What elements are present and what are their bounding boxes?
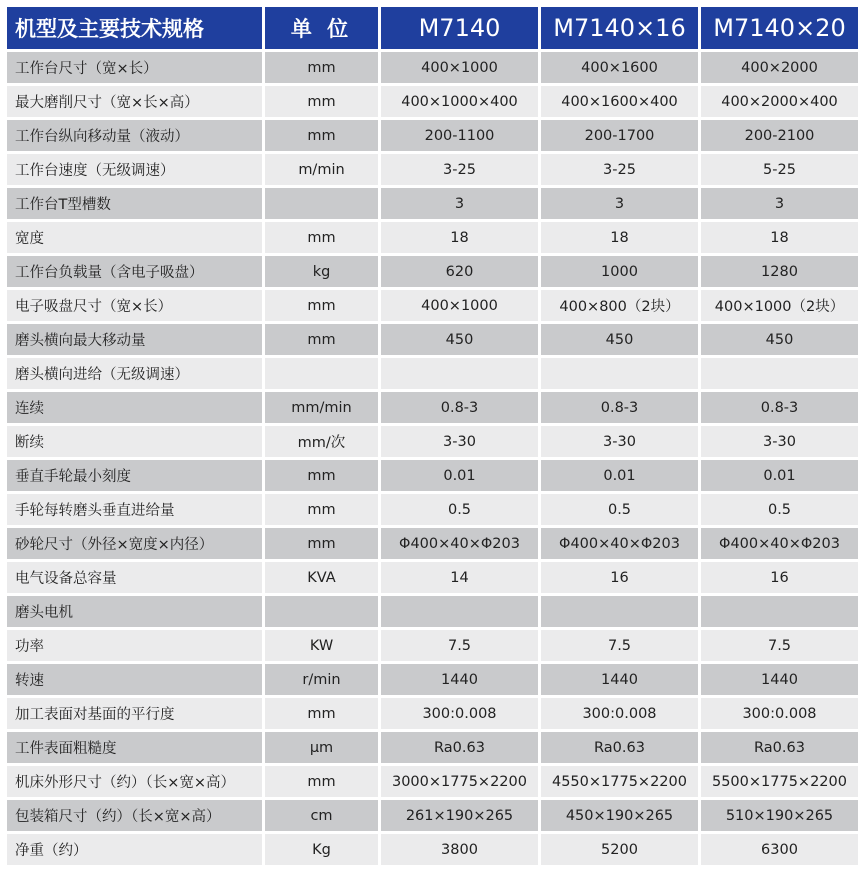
spec-value-m7140: 400×1000 bbox=[381, 52, 538, 83]
spec-unit-cell: mm bbox=[265, 86, 378, 117]
table-row bbox=[7, 732, 858, 763]
spec-name-cell: 机床外形尺寸（约）（长×宽×高） bbox=[7, 766, 262, 797]
spec-value-m7140x20: 5-25 bbox=[701, 154, 858, 185]
spec-unit-cell: mm bbox=[265, 290, 378, 321]
spec-value-m7140x16: 0.8-3 bbox=[541, 392, 698, 423]
spec-unit-cell bbox=[265, 358, 378, 389]
spec-name-cell: 工作台尺寸（宽×长） bbox=[7, 52, 262, 83]
spec-name-cell: 断续 bbox=[7, 426, 262, 457]
table-row bbox=[7, 52, 858, 83]
spec-name-cell: 净重（约） bbox=[7, 834, 262, 865]
spec-value-m7140: 14 bbox=[381, 562, 538, 593]
spec-value-m7140x16: 450 bbox=[541, 324, 698, 355]
spec-value-m7140x16: 7.5 bbox=[541, 630, 698, 661]
spec-value-m7140x20 bbox=[701, 358, 858, 389]
spec-value-m7140: 300:0.008 bbox=[381, 698, 538, 729]
spec-value-m7140: 0.01 bbox=[381, 460, 538, 491]
spec-value-m7140x20: 7.5 bbox=[701, 630, 858, 661]
spec-name-cell: 包装箱尺寸（约）（长×宽×高） bbox=[7, 800, 262, 831]
table-row bbox=[7, 630, 858, 661]
spec-value-m7140x16: 16 bbox=[541, 562, 698, 593]
spec-name-cell: 手轮每转磨头垂直进给量 bbox=[7, 494, 262, 525]
spec-value-m7140x20: 400×2000 bbox=[701, 52, 858, 83]
spec-name-cell: 宽度 bbox=[7, 222, 262, 253]
spec-value-m7140: 3000×1775×2200 bbox=[381, 766, 538, 797]
table-row bbox=[7, 698, 858, 729]
spec-value-m7140x16: Φ400×40×Φ203 bbox=[541, 528, 698, 559]
header-unit: 单 位 bbox=[265, 7, 378, 49]
spec-unit-cell: mm/次 bbox=[265, 426, 378, 457]
spec-unit-cell: mm bbox=[265, 766, 378, 797]
spec-value-m7140: 3-30 bbox=[381, 426, 538, 457]
spec-value-m7140x20: 510×190×265 bbox=[701, 800, 858, 831]
table-row bbox=[7, 460, 858, 491]
header-row bbox=[7, 7, 858, 49]
spec-value-m7140x16: 0.5 bbox=[541, 494, 698, 525]
table-row bbox=[7, 120, 858, 151]
table-row bbox=[7, 392, 858, 423]
spec-unit-cell: KVA bbox=[265, 562, 378, 593]
spec-value-m7140x20: 0.5 bbox=[701, 494, 858, 525]
spec-name-cell: 工作台负载量（含电子吸盘） bbox=[7, 256, 262, 287]
spec-value-m7140x16: 3 bbox=[541, 188, 698, 219]
table-row bbox=[7, 528, 858, 559]
spec-value-m7140x16 bbox=[541, 596, 698, 627]
spec-name-cell: 电气设备总容量 bbox=[7, 562, 262, 593]
spec-value-m7140x20: 5500×1775×2200 bbox=[701, 766, 858, 797]
spec-value-m7140: 7.5 bbox=[381, 630, 538, 661]
spec-value-m7140: 0.5 bbox=[381, 494, 538, 525]
spec-value-m7140: 3 bbox=[381, 188, 538, 219]
spec-value-m7140x20: 300:0.008 bbox=[701, 698, 858, 729]
spec-value-m7140: 200-1100 bbox=[381, 120, 538, 151]
table-row bbox=[7, 358, 858, 389]
spec-value-m7140x16 bbox=[541, 358, 698, 389]
spec-name-cell: 垂直手轮最小刻度 bbox=[7, 460, 262, 491]
spec-unit-cell: mm bbox=[265, 324, 378, 355]
spec-value-m7140 bbox=[381, 596, 538, 627]
table-row bbox=[7, 834, 858, 865]
spec-unit-cell: mm bbox=[265, 698, 378, 729]
spec-value-m7140x20 bbox=[701, 596, 858, 627]
spec-unit-cell: KW bbox=[265, 630, 378, 661]
table-row bbox=[7, 324, 858, 355]
spec-value-m7140x16: 1000 bbox=[541, 256, 698, 287]
spec-value-m7140x16: 3-30 bbox=[541, 426, 698, 457]
spec-value-m7140x20: Ra0.63 bbox=[701, 732, 858, 763]
spec-value-m7140x16: 300:0.008 bbox=[541, 698, 698, 729]
spec-value-m7140x20: 3 bbox=[701, 188, 858, 219]
table-row bbox=[7, 664, 858, 695]
table-row bbox=[7, 290, 858, 321]
spec-value-m7140x16: 400×1600 bbox=[541, 52, 698, 83]
spec-body bbox=[7, 52, 858, 865]
spec-value-m7140x16: 450×190×265 bbox=[541, 800, 698, 831]
spec-value-m7140x16: 400×800（2块） bbox=[541, 290, 698, 321]
spec-unit-cell: mm bbox=[265, 52, 378, 83]
spec-value-m7140x16: 0.01 bbox=[541, 460, 698, 491]
spec-unit-cell bbox=[265, 596, 378, 627]
spec-unit-cell: mm/min bbox=[265, 392, 378, 423]
spec-unit-cell: mm bbox=[265, 460, 378, 491]
spec-unit-cell: μm bbox=[265, 732, 378, 763]
spec-value-m7140x20: 400×1000（2块） bbox=[701, 290, 858, 321]
table-row bbox=[7, 562, 858, 593]
spec-name-cell: 工件表面粗糙度 bbox=[7, 732, 262, 763]
table-row bbox=[7, 494, 858, 525]
spec-value-m7140x16: 3-25 bbox=[541, 154, 698, 185]
table-row bbox=[7, 426, 858, 457]
spec-value-m7140x16: 400×1600×400 bbox=[541, 86, 698, 117]
spec-value-m7140x20: 400×2000×400 bbox=[701, 86, 858, 117]
spec-value-m7140: 400×1000 bbox=[381, 290, 538, 321]
spec-name-cell: 转速 bbox=[7, 664, 262, 695]
spec-unit-cell: mm bbox=[265, 528, 378, 559]
spec-unit-cell: cm bbox=[265, 800, 378, 831]
spec-value-m7140: 450 bbox=[381, 324, 538, 355]
header-model-m7140x20: M7140×20 bbox=[701, 7, 858, 49]
spec-value-m7140x16: 18 bbox=[541, 222, 698, 253]
spec-name-cell: 加工表面对基面的平行度 bbox=[7, 698, 262, 729]
table-row bbox=[7, 256, 858, 287]
spec-unit-cell: mm bbox=[265, 222, 378, 253]
spec-value-m7140x20: 6300 bbox=[701, 834, 858, 865]
spec-name-cell: 最大磨削尺寸（宽×长×高） bbox=[7, 86, 262, 117]
spec-name-cell: 工作台T型槽数 bbox=[7, 188, 262, 219]
spec-name-cell: 磨头电机 bbox=[7, 596, 262, 627]
spec-table bbox=[4, 4, 861, 868]
spec-value-m7140: 0.8-3 bbox=[381, 392, 538, 423]
spec-value-m7140: 400×1000×400 bbox=[381, 86, 538, 117]
table-row bbox=[7, 596, 858, 627]
spec-value-m7140x16: 4550×1775×2200 bbox=[541, 766, 698, 797]
spec-value-m7140x20: 1440 bbox=[701, 664, 858, 695]
spec-name-cell: 连续 bbox=[7, 392, 262, 423]
spec-value-m7140x20: 0.8-3 bbox=[701, 392, 858, 423]
spec-value-m7140x20: 450 bbox=[701, 324, 858, 355]
spec-value-m7140: 620 bbox=[381, 256, 538, 287]
spec-value-m7140: 261×190×265 bbox=[381, 800, 538, 831]
spec-name-cell: 电子吸盘尺寸（宽×长） bbox=[7, 290, 262, 321]
spec-value-m7140: 3-25 bbox=[381, 154, 538, 185]
table-row bbox=[7, 86, 858, 117]
spec-value-m7140: Ra0.63 bbox=[381, 732, 538, 763]
spec-value-m7140x20: Φ400×40×Φ203 bbox=[701, 528, 858, 559]
spec-unit-cell: mm bbox=[265, 494, 378, 525]
spec-value-m7140 bbox=[381, 358, 538, 389]
spec-value-m7140x20: 1280 bbox=[701, 256, 858, 287]
spec-unit-cell: m/min bbox=[265, 154, 378, 185]
header-model-m7140x16: M7140×16 bbox=[541, 7, 698, 49]
spec-unit-cell bbox=[265, 188, 378, 219]
spec-value-m7140: 3800 bbox=[381, 834, 538, 865]
table-row bbox=[7, 800, 858, 831]
spec-value-m7140: 1440 bbox=[381, 664, 538, 695]
spec-value-m7140x20: 200-2100 bbox=[701, 120, 858, 151]
spec-unit-cell: r/min bbox=[265, 664, 378, 695]
header-spec-name: 机型及主要技术规格 bbox=[7, 7, 262, 49]
spec-value-m7140x20: 0.01 bbox=[701, 460, 858, 491]
spec-value-m7140x16: Ra0.63 bbox=[541, 732, 698, 763]
table-row bbox=[7, 766, 858, 797]
spec-value-m7140x16: 200-1700 bbox=[541, 120, 698, 151]
spec-value-m7140: Φ400×40×Φ203 bbox=[381, 528, 538, 559]
table-row bbox=[7, 154, 858, 185]
spec-value-m7140: 18 bbox=[381, 222, 538, 253]
spec-unit-cell: Kg bbox=[265, 834, 378, 865]
table-row bbox=[7, 222, 858, 253]
spec-value-m7140x16: 1440 bbox=[541, 664, 698, 695]
spec-value-m7140x20: 3-30 bbox=[701, 426, 858, 457]
spec-name-cell: 功率 bbox=[7, 630, 262, 661]
spec-unit-cell: mm bbox=[265, 120, 378, 151]
spec-value-m7140x20: 16 bbox=[701, 562, 858, 593]
spec-value-m7140x16: 5200 bbox=[541, 834, 698, 865]
spec-name-cell: 工作台速度（无级调速） bbox=[7, 154, 262, 185]
table-row bbox=[7, 188, 858, 219]
spec-name-cell: 磨头横向进给（无级调速） bbox=[7, 358, 262, 389]
spec-value-m7140x20: 18 bbox=[701, 222, 858, 253]
spec-name-cell: 磨头横向最大移动量 bbox=[7, 324, 262, 355]
spec-unit-cell: kg bbox=[265, 256, 378, 287]
header-model-m7140: M7140 bbox=[381, 7, 538, 49]
spec-name-cell: 砂轮尺寸（外径×宽度×内径） bbox=[7, 528, 262, 559]
spec-name-cell: 工作台纵向移动量（液动） bbox=[7, 120, 262, 151]
